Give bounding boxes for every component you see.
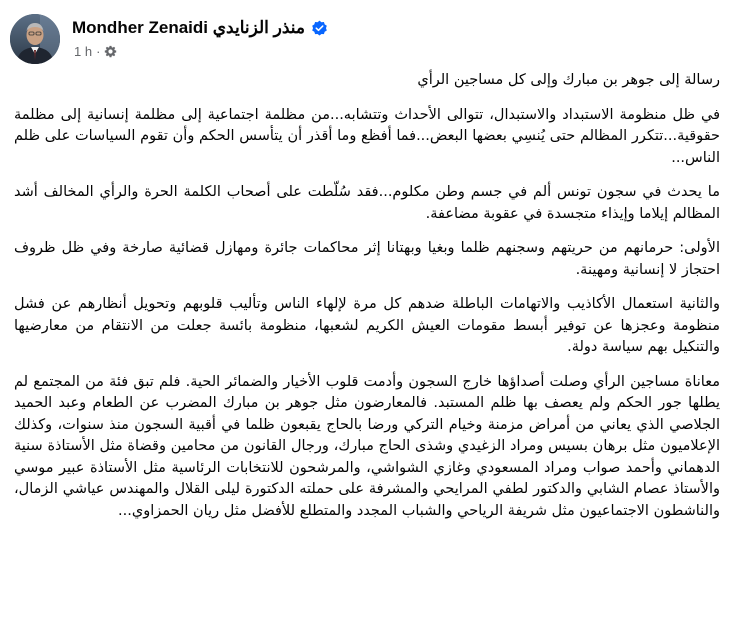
post-header xyxy=(10,10,727,66)
post-paragraph: الأولى: حرمانهم من حريتهم وسجنهم ظلما وبغيا وبهتانا إثر محاكمات جائرة ومهازل قضائية صارخة وفي ظل ظروف احتجاز لا إنسانية ومهينة. xyxy=(14,240,720,278)
author-name[interactable]: Mondher Zenaidi منذر الزنايدي xyxy=(72,18,305,37)
verified-badge-icon xyxy=(311,20,328,37)
post-paragraph: معاناة مساجين الرأي وصلت أصداؤها خارج السجون وأدمت قلوب الأخيار والضمائر الحية. فلم تبق فئة من المجتمع لم يطلها جور الحكم ولم يعصف بها ظلم المستبد. فالمعارضون مثل جوهر بن مبارك المضرب عن الطعام وعبد الحميد الجلاصي الذي يعاني من أمراض مزمنة وخيام التركي ورضا بالحاج يقبعون ظلما في أقبية السجون منذ سنوات، وكذلك الإعلاميون مثل برهان بسيس ومراد الزغيدي وشذى الحاج مبارك، ورجال القانون من محامين وقضاة مثل الأستاذة سنية الدهماني وأحمد صواب ومراد المسعودي وغازي الشواشي، والمرشحون للانتخابات الرئاسية مثل الأستاذة عبير موسي والأستاذ عصام الشابي والدكتور لطفي المرايحي والمشرفة على حملته الدكتورة ليلى القلال والمهندس عياشي الزمال، والناشطون الاجتماعيون مثل شريفة الرياحي والشباب المجدد والمتطلع للأفضل مثل ريان الحمزاوي... xyxy=(14,373,720,519)
post-paragraph: والثانية استعمال الأكاذيب والاتهامات الباطلة ضدهم كل مرة لإلهاء الناس وتأليب قلوبهم وتحويل أنظارهم عن فشل منظومة وعجزها عن توفير أبسط مقومات العيش الكريم لشعبها، منظومة بائسة جعلت من الانتقام من معارضيها والتنكيل بهم سياسة دولة. xyxy=(14,296,720,355)
post-meta xyxy=(74,44,117,59)
post-paragraph: رسالة إلى جوهر بن مبارك وإلى كل مساجين الرأي xyxy=(417,72,720,88)
meta-separator: · xyxy=(96,44,101,59)
post-paragraph: في ظل منظومة الاستبداد والاستبدال، تتوالى الأحداث وتتشابه...من مظلمة اجتماعية إلى مظلمة إنسانية إلى مظلمة حقوقية...تتكرر المظالم حتى يُنسِي بعضها البعض...فما أفظع وما أقذر أن يتأسس الحكم وأن تقوم السياسات على ظلم الناس... xyxy=(14,106,720,166)
public-gear-icon[interactable] xyxy=(104,45,117,58)
post-time[interactable]: 1 h xyxy=(74,44,93,59)
author-avatar[interactable] xyxy=(10,14,60,64)
post-paragraph: ما يحدث في سجون تونس ألم في جسم وطن مكلوم...فقد سُلّطت على أصحاب الكلمة الحرة والرأي المخالف أشد المظالم إيلاما وإيذاء متجسدة في عقوبة مضاعفة. xyxy=(14,184,720,222)
author-name-row xyxy=(72,16,328,40)
profile-photo-icon xyxy=(10,14,60,64)
post-body xyxy=(14,70,720,535)
